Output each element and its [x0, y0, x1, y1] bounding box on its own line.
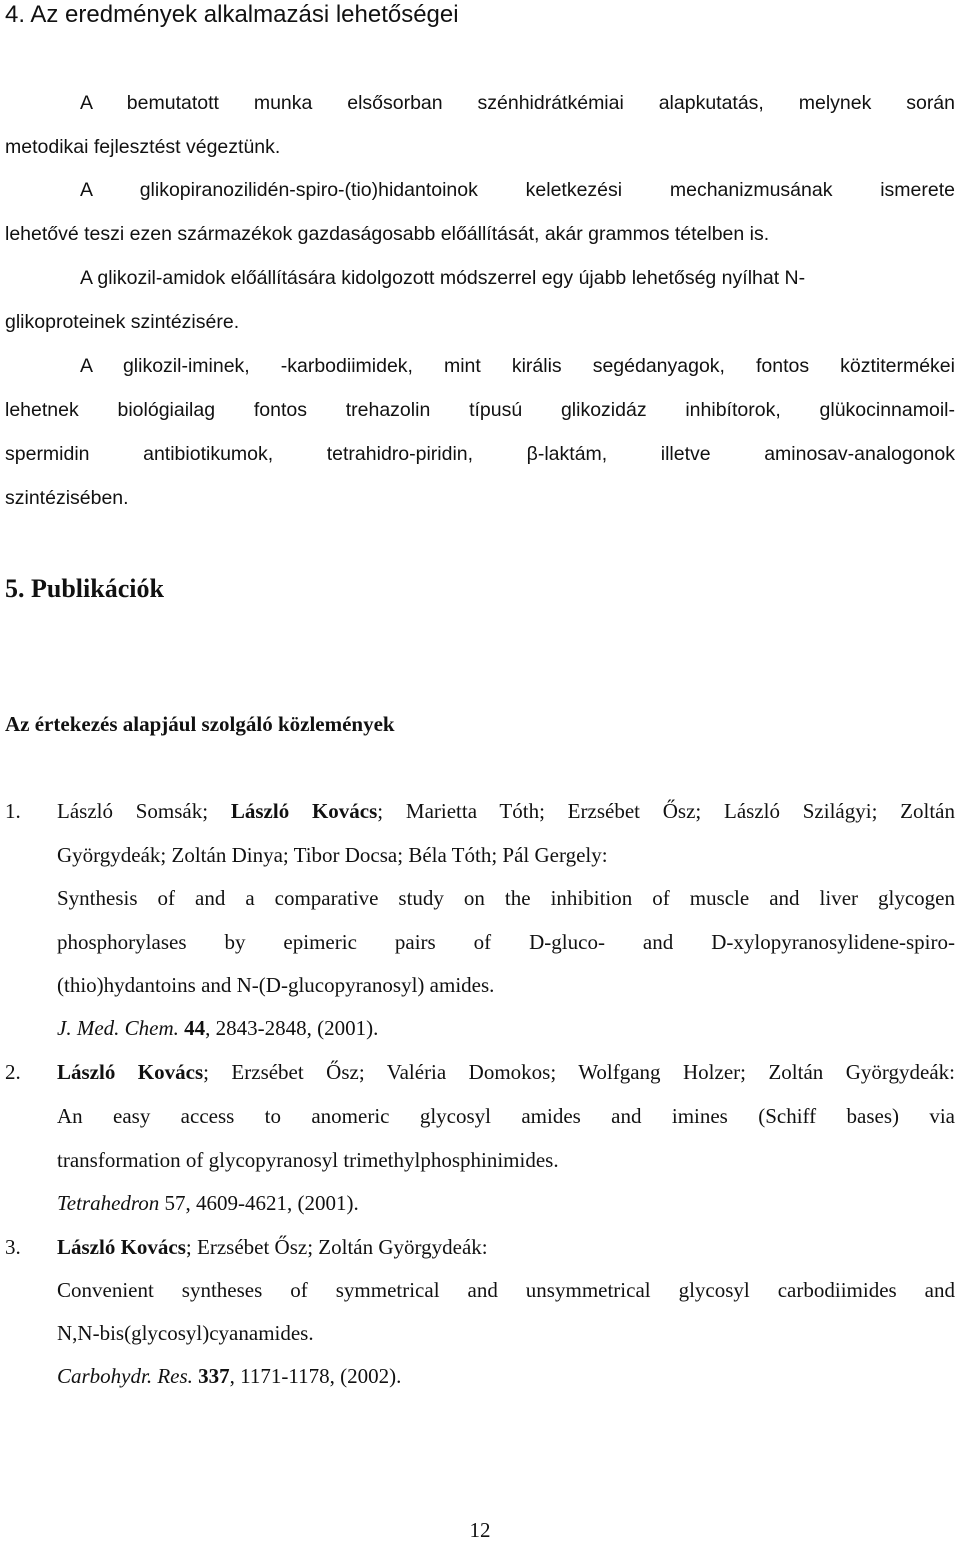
paragraph-line: lehetővé teszi ezen származékok gazdaságosabb előállítását, akár grammos tételben is.: [5, 223, 770, 245]
author-highlighted: László Kovács: [57, 1060, 204, 1084]
section-heading-4: 4. Az eredmények alkalmazási lehetőségei: [5, 1, 459, 28]
author-highlighted: László Kovács: [57, 1235, 186, 1259]
paragraph-line: lehetnek biológiailag fontos trehazolin típusú glikozidáz inhibítorok, glükocinnamoil-: [5, 399, 955, 421]
author: László Somsák;: [57, 799, 231, 823]
publication-citation: [57, 1014, 378, 1042]
volume: 44: [184, 1016, 206, 1040]
paragraph-line: A glikozil-amidok előállítására kidolgozott módszerrel egy újabb lehetőség nyílhat N-: [80, 267, 806, 289]
publication-number: 2.: [5, 1060, 21, 1084]
publication-authors: Györgydeák; Zoltán Dinya; Tibor Docsa; Béla Tóth; Pál Gergely:: [57, 843, 608, 867]
paragraph-line: glikoproteinek szintézisére.: [5, 311, 240, 333]
publication-number: 3.: [5, 1235, 21, 1259]
publication-citation: [57, 1362, 401, 1390]
publication-authors: [57, 797, 955, 825]
journal-name: Carbohydr. Res.: [57, 1364, 193, 1388]
publication-title: An easy access to anomeric glycosyl amides and imines (Schiff bases) via: [57, 1104, 955, 1128]
publication-title: (thio)hydantoins and N-(D-glucopyranosyl) amides.: [57, 973, 495, 997]
authors: ; Marietta Tóth; Erzsébet Ősz; László Szilágyi; Zoltán: [377, 799, 955, 823]
paragraph-line: spermidin antibiotikumok, tetrahidro-piridin, β-laktám, illetve aminosav-analogonok: [5, 443, 955, 465]
publication-number: 1.: [5, 799, 21, 823]
publication-title: Convenient syntheses of symmetrical and unsymmetrical glycosyl carbodiimides and: [57, 1278, 955, 1302]
pages-year: , 4609-4621, (2001).: [185, 1191, 359, 1215]
authors: ; Erzsébet Ősz; Valéria Domokos; Wolfgang Holzer; Zoltán Györgydeák:: [203, 1060, 955, 1084]
author-highlighted: László Kovács: [230, 799, 378, 823]
paragraph-line: A bemutatott munka elsősorban szénhidrátkémiai alapkutatás, melynek során: [80, 92, 955, 114]
volume: 57: [164, 1191, 186, 1215]
pages-year: , 1171-1178, (2002).: [229, 1364, 402, 1388]
publication-authors: [57, 1058, 955, 1086]
volume: 337: [198, 1364, 230, 1388]
publication-title: Synthesis of and a comparative study on the inhibition of muscle and liver glycogen: [57, 886, 955, 910]
subsection-heading: Az értekezés alapjául szolgáló közlemények: [5, 712, 395, 736]
journal-name: Tetrahedron: [57, 1191, 160, 1215]
publication-authors: [57, 1233, 488, 1261]
paragraph-line: metodikai fejlesztést végeztünk.: [5, 136, 281, 158]
pages-year: , 2843-2848, (2001).: [205, 1016, 379, 1040]
page-number: 12: [469, 1518, 491, 1542]
publication-title: N,N-bis(glycosyl)cyanamides.: [57, 1321, 314, 1345]
journal-name: J. Med. Chem.: [57, 1016, 179, 1040]
publication-title: phosphorylases by epimeric pairs of D-gluco- and D-xylopyranosylidene-spiro-: [57, 930, 955, 954]
authors: ; Erzsébet Ősz; Zoltán Györgydeák:: [185, 1235, 488, 1259]
paragraph-line: A glikopiranozilidén-spiro-(tio)hidantoinok keletkezési mechanizmusának ismerete: [80, 179, 955, 201]
publication-citation: [57, 1189, 359, 1217]
section-heading-5: 5. Publikációk: [5, 574, 164, 603]
publication-title: transformation of glycopyranosyl trimethylphosphinimides.: [57, 1148, 559, 1172]
paragraph-line: szintézisében.: [5, 487, 129, 509]
paragraph-line: A glikozil-iminek, -karbodiimidek, mint királis segédanyagok, fontos köztitermékei: [80, 355, 955, 377]
